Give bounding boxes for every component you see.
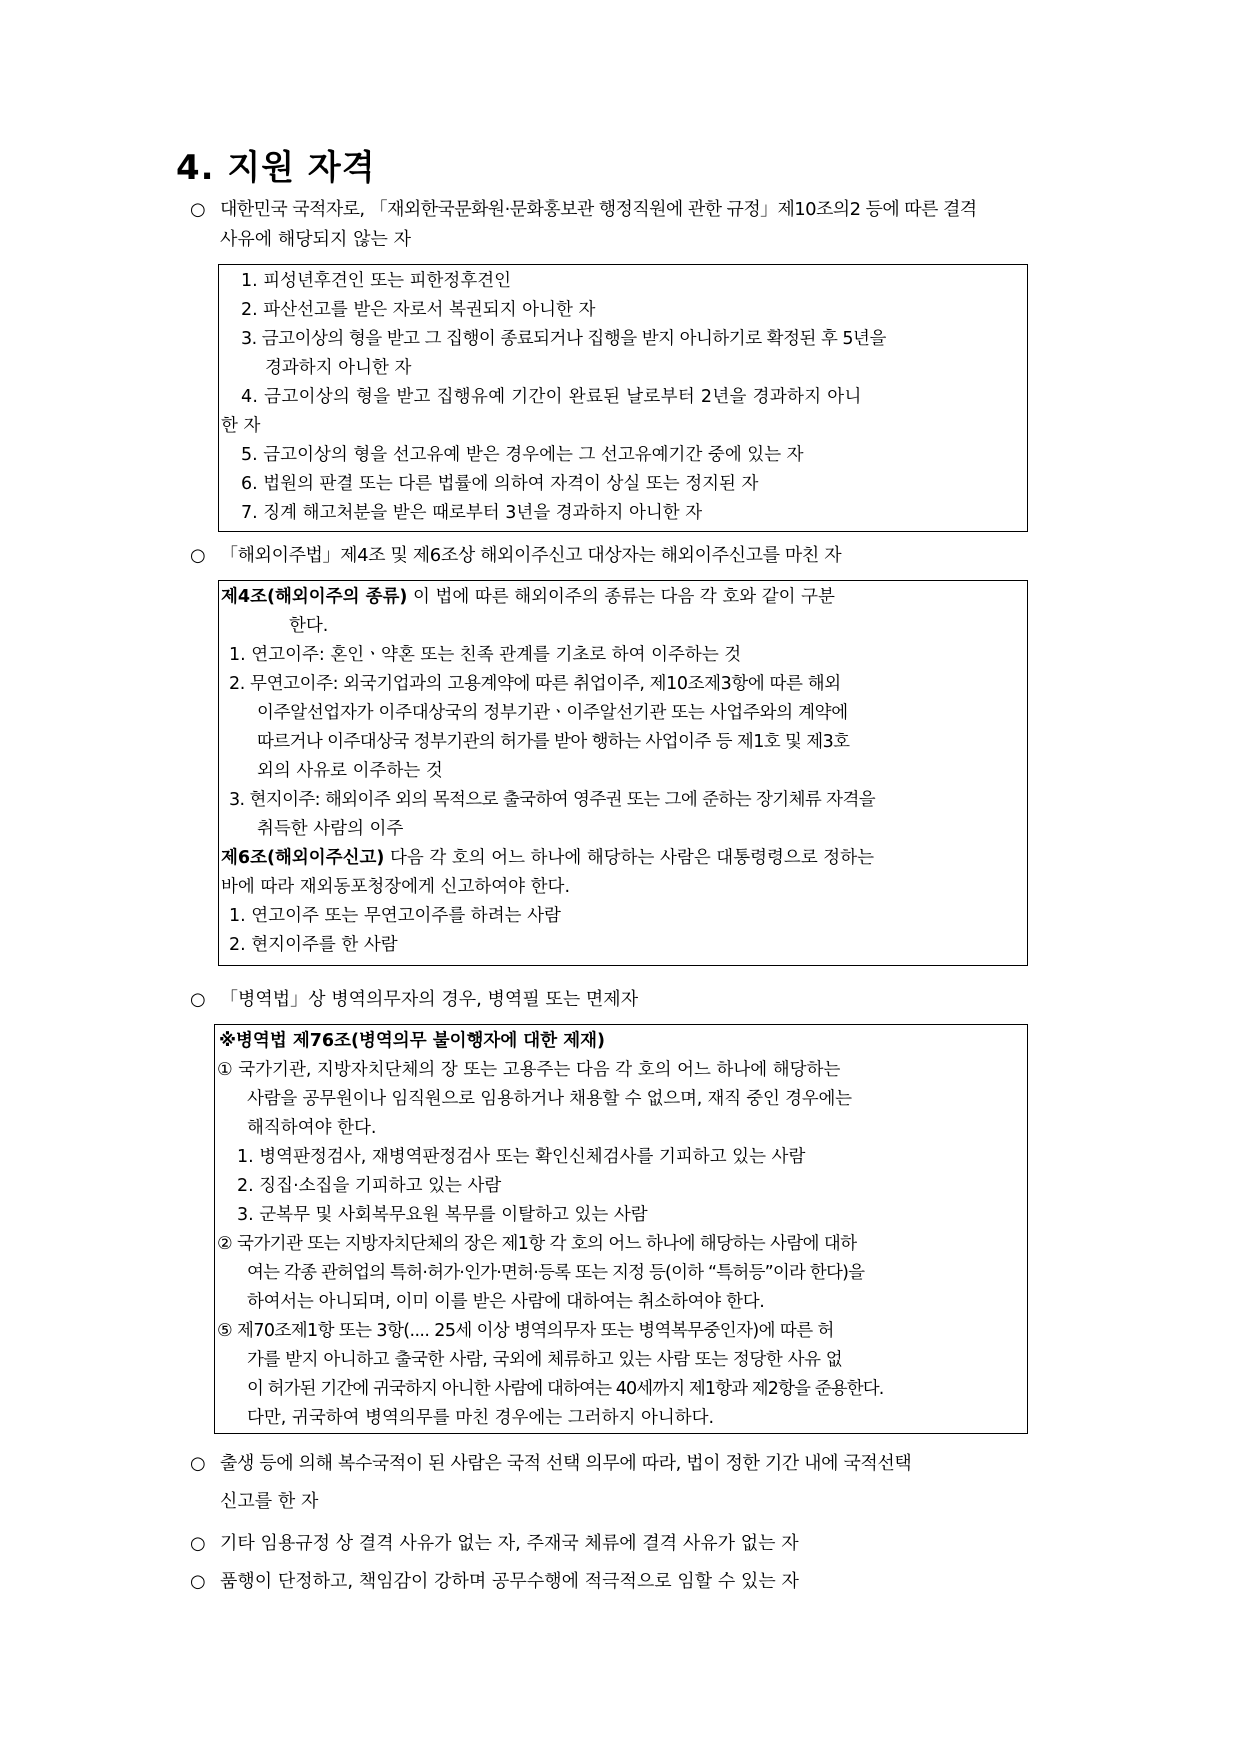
box1-line: 경과하지 아니한 자	[265, 358, 412, 378]
bullet-text: 「병역법」상 병역의무자의 경우, 병역필 또는 면제자	[220, 989, 639, 1010]
bullet-emigration	[190, 540, 841, 572]
art4-item: 2. 무연고이주: 외국기업과의 고용계약에 따른 취업이주, 제10조제3항에 따른 해외	[229, 674, 841, 694]
box1-line: 3. 금고이상의 형을 받고 그 집행이 종료되거나 집행을 받지 아니하기로 확정된 후 5년을	[241, 329, 886, 349]
art4-line	[221, 582, 835, 612]
military-law-line: 2. 징집·소집을 기피하고 있는 사람	[237, 1176, 502, 1196]
military-law-box	[214, 1024, 1028, 1434]
section-title: 4. 지원 자격	[176, 148, 376, 188]
military-law-line: 사람을 공무원이나 임직원으로 임용하거나 채용할 수 없으며, 재직 중인 경우에는	[247, 1089, 852, 1109]
military-law-heading: ※병역법 제76조(병역의무 불이행자에 대한 제재)	[219, 1031, 606, 1051]
disqualification-box	[218, 264, 1028, 532]
bullet-text: 「해외이주법」제4조 및 제6조상 해외이주신고 대상자는 해외이주신고를 마친 자	[220, 545, 842, 566]
military-law-line: 가를 받지 아니하고 출국한 사람, 국외에 체류하고 있는 사람 또는 정당한 사유 없	[247, 1350, 843, 1370]
bullet-mark: ○	[190, 989, 206, 1010]
military-law-line: ② 국가기관 또는 지방자치단체의 장은 제1항 각 호의 어느 하나에 해당하는 사람에 대하	[217, 1234, 857, 1254]
art4-item: 1. 연고이주: 혼인ㆍ약혼 또는 친족 관계를 기초로 하여 이주하는 것	[229, 645, 742, 665]
art6-heading: 제6조(해외이주신고)	[221, 848, 385, 868]
bullet-mark: ○	[190, 545, 206, 566]
art6-cont: 바에 따라 재외동포청장에게 신고하여야 한다.	[221, 877, 571, 897]
bullet-mark: ○	[190, 199, 206, 220]
box1-line: 6. 법원의 판결 또는 다른 법률에 의하여 자격이 상실 또는 정지된 자	[241, 474, 759, 494]
military-law-line: ⑤ 제70조제1항 또는 3항(.... 25세 이상 병역의무자 또는 병역복무중인자)에 따른 허	[217, 1321, 834, 1341]
art6-text: 다음 각 호의 어느 하나에 해당하는 사람은 대통령령으로 정하는	[384, 848, 875, 868]
military-law-line: 이 허가된 기간에 귀국하지 아니한 사람에 대하여는 40세까지 제1항과 제2항을 준용한다.	[247, 1379, 884, 1399]
military-law-line: ① 국가기관, 지방자치단체의 장 또는 고용주는 다음 각 호의 어느 하나에 해당하는	[217, 1060, 841, 1080]
box1-line: 7. 징계 해고처분을 받은 때로부터 3년을 경과하지 아니한 자	[241, 503, 703, 523]
box1-line: 2. 파산선고를 받은 자로서 복권되지 아니한 자	[241, 300, 596, 320]
art4-item: 취득한 사람의 이주	[257, 819, 404, 839]
bullet-other	[190, 1528, 799, 1560]
bullet-nationality-cont: 사유에 해당되지 않는 자	[220, 229, 412, 250]
bullet-dual-nationality	[190, 1448, 911, 1480]
art6-line	[221, 843, 874, 873]
bullet-conduct	[190, 1566, 799, 1598]
bullet-text: 기타 임용규정 상 결격 사유가 없는 자, 주재국 체류에 결격 사유가 없는 자	[220, 1533, 799, 1554]
bullet-mark: ○	[190, 1453, 206, 1474]
military-law-line: 다만, 귀국하여 병역의무를 마친 경우에는 그러하지 아니하다.	[247, 1408, 715, 1428]
art4-text: 이 법에 따른 해외이주의 종류는 다음 각 호와 같이 구분	[407, 587, 835, 607]
bullet-military	[190, 984, 638, 1016]
military-law-line: 하여서는 아니되며, 이미 이를 받은 사람에 대하여는 취소하여야 한다.	[247, 1292, 765, 1312]
bullet-dual-nationality-cont: 신고를 한 자	[220, 1491, 319, 1512]
box1-line: 한 자	[221, 416, 261, 436]
box1-line: 4. 금고이상의 형을 받고 집행유예 기간이 완료된 날로부터 2년을 경과하지 아니	[241, 387, 862, 407]
art4-item: 이주알선업자가 이주대상국의 정부기관ㆍ이주알선기관 또는 사업주와의 계약에	[257, 703, 848, 723]
emigration-law-box	[218, 580, 1028, 966]
bullet-text: 출생 등에 의해 복수국적이 된 사람은 국적 선택 의무에 따라, 법이 정한 기간 내에 국적선택	[220, 1453, 912, 1474]
art4-cont: 한다.	[289, 616, 329, 636]
box1-line: 5. 금고이상의 형을 선고유예 받은 경우에는 그 선고유예기간 중에 있는 자	[241, 445, 804, 465]
bullet-text: 품행이 단정하고, 책임감이 강하며 공무수행에 적극적으로 임할 수 있는 자	[220, 1571, 799, 1592]
art4-item: 외의 사유로 이주하는 것	[257, 761, 443, 781]
art4-item: 따르거나 이주대상국 정부기관의 허가를 받아 행하는 사업이주 등 제1호 및 제3호	[257, 732, 850, 752]
art6-item: 2. 현지이주를 한 사람	[229, 935, 398, 955]
art4-heading: 제4조(해외이주의 종류)	[221, 587, 408, 607]
bullet-mark: ○	[190, 1571, 206, 1592]
military-law-line: 여는 각종 관허업의 특허·허가·인가·면허·등록 또는 지정 등(이하 “특허등”이라 한다)을	[247, 1263, 865, 1283]
military-law-line: 해직하여야 한다.	[247, 1118, 377, 1138]
box1-line: 1. 피성년후견인 또는 피한정후견인	[241, 271, 512, 291]
bullet-mark: ○	[190, 1533, 206, 1554]
art6-item: 1. 연고이주 또는 무연고이주를 하려는 사람	[229, 906, 561, 926]
bullet-nationality	[190, 194, 977, 226]
military-law-line: 1. 병역판정검사, 재병역판정검사 또는 확인신체검사를 기피하고 있는 사람	[237, 1147, 806, 1167]
bullet-text: 대한민국 국적자로, 「재외한국문화원·문화홍보관 행정직원에 관한 규정」제10조의2 등에 따른 결격	[220, 199, 977, 220]
military-law-line: 3. 군복무 및 사회복무요원 복무를 이탈하고 있는 사람	[237, 1205, 648, 1225]
art4-item: 3. 현지이주: 해외이주 외의 목적으로 출국하여 영주권 또는 그에 준하는 장기체류 자격을	[229, 790, 876, 810]
